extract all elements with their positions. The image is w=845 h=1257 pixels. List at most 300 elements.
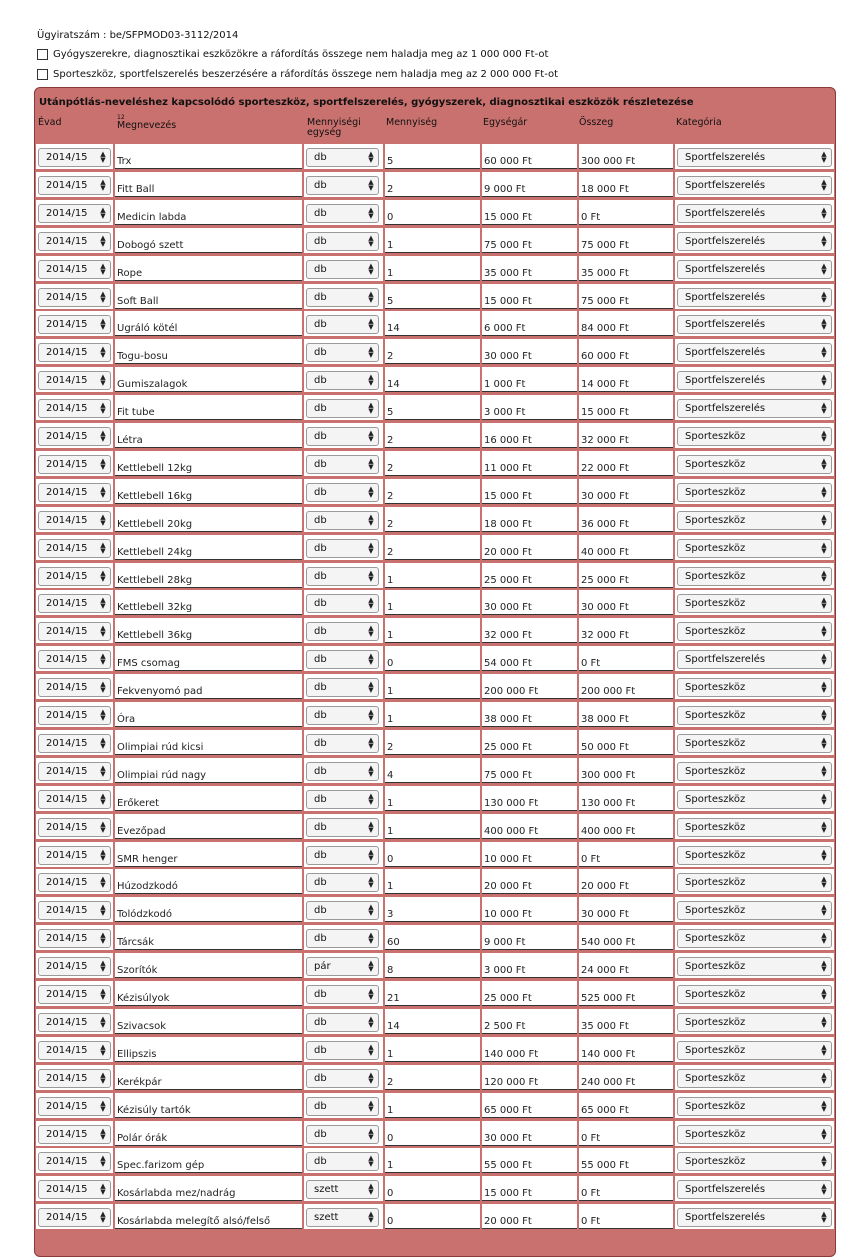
season-select[interactable]	[38, 315, 111, 334]
season-select[interactable]	[38, 511, 111, 530]
unit-price-field[interactable]	[482, 1009, 577, 1034]
unit-select[interactable]	[306, 260, 379, 279]
unit-price-field[interactable]	[482, 535, 577, 560]
name-field[interactable]	[115, 1009, 302, 1034]
name-field[interactable]	[115, 814, 302, 839]
season-select[interactable]	[38, 539, 111, 558]
unit-price-field[interactable]	[482, 674, 577, 699]
season-select[interactable]	[38, 678, 111, 697]
quantity-field[interactable]	[385, 284, 480, 309]
unit-price-field[interactable]	[482, 981, 577, 1006]
quantity-field[interactable]	[385, 842, 480, 867]
season-select[interactable]	[38, 846, 111, 865]
total-cell	[579, 339, 673, 364]
unit-price-field[interactable]	[482, 1121, 577, 1146]
quantity-field[interactable]	[385, 1037, 480, 1062]
unit-select[interactable]	[306, 232, 379, 251]
total-field[interactable]	[579, 786, 673, 811]
name-field[interactable]	[115, 144, 302, 169]
quantity-field[interactable]	[385, 1204, 480, 1229]
quantity-field[interactable]	[385, 869, 480, 894]
unit-price-field[interactable]	[482, 479, 577, 504]
total-field[interactable]	[579, 1121, 673, 1146]
quantity-field[interactable]	[385, 814, 480, 839]
quantity-field[interactable]	[385, 618, 480, 643]
unit-select[interactable]	[306, 1013, 379, 1032]
name-field[interactable]	[115, 1065, 302, 1090]
quantity-field[interactable]	[385, 395, 480, 420]
unit-price-field[interactable]	[482, 284, 577, 309]
unit-select[interactable]	[306, 315, 379, 334]
table-row	[35, 226, 835, 254]
category-select[interactable]	[677, 1041, 832, 1060]
unit-select[interactable]	[306, 399, 379, 418]
unit-select[interactable]	[306, 343, 379, 362]
category-select[interactable]	[677, 985, 832, 1004]
season-select[interactable]	[38, 371, 111, 390]
total-field[interactable]	[579, 925, 673, 950]
unit-select[interactable]	[306, 176, 379, 195]
checkbox-row-medicine[interactable]	[37, 49, 548, 60]
season-select[interactable]	[38, 1069, 111, 1088]
unit-price-field[interactable]	[482, 367, 577, 392]
season-select[interactable]	[38, 204, 111, 223]
name-field[interactable]	[115, 228, 302, 253]
field-underline	[579, 810, 673, 811]
name-field[interactable]	[115, 618, 302, 643]
quantity-field[interactable]	[385, 730, 480, 755]
season-select[interactable]	[38, 1125, 111, 1144]
category-select[interactable]	[677, 232, 832, 251]
season-select[interactable]	[38, 622, 111, 641]
unit-price-field[interactable]	[482, 311, 577, 336]
total-field[interactable]	[579, 507, 673, 532]
total-field[interactable]	[579, 674, 673, 699]
total-field[interactable]	[579, 814, 673, 839]
table-row	[35, 979, 835, 1007]
unit-select[interactable]	[306, 678, 379, 697]
total-field[interactable]	[579, 451, 673, 476]
name-field[interactable]	[115, 1204, 302, 1229]
total-field[interactable]	[579, 758, 673, 783]
name-field[interactable]	[115, 758, 302, 783]
name-field-value: Erőkeret	[117, 797, 160, 809]
unit-price-field[interactable]	[482, 1176, 577, 1201]
updown-arrows-icon: ▲ ▼	[368, 456, 374, 471]
name-field[interactable]	[115, 535, 302, 560]
unit-select[interactable]	[306, 288, 379, 307]
name-field[interactable]	[115, 311, 302, 336]
quantity-field[interactable]	[385, 981, 480, 1006]
quantity-field[interactable]	[385, 367, 480, 392]
total-field[interactable]	[579, 1176, 673, 1201]
unit-select[interactable]	[306, 204, 379, 223]
total-field[interactable]	[579, 256, 673, 281]
category-select[interactable]	[677, 427, 832, 446]
season-select[interactable]	[38, 650, 111, 669]
unit-price-field[interactable]	[482, 1093, 577, 1118]
unit-select[interactable]	[306, 762, 379, 781]
category-select[interactable]	[677, 455, 832, 474]
sport-limit-checkbox[interactable]	[37, 69, 48, 80]
unit-price-field[interactable]	[482, 646, 577, 671]
unit-select[interactable]	[306, 1069, 379, 1088]
name-field[interactable]	[115, 646, 302, 671]
quantity-field[interactable]	[385, 172, 480, 197]
category-select[interactable]	[677, 790, 832, 809]
unit-select[interactable]	[306, 511, 379, 530]
total-field[interactable]	[579, 646, 673, 671]
name-field[interactable]	[115, 1037, 302, 1062]
unit-price-field[interactable]	[482, 563, 577, 588]
name-field[interactable]	[115, 730, 302, 755]
quantity-field[interactable]	[385, 925, 480, 950]
season-select[interactable]	[38, 1097, 111, 1116]
name-field[interactable]	[115, 200, 302, 225]
category-select[interactable]	[677, 846, 832, 865]
unit-price-field[interactable]	[482, 758, 577, 783]
name-field[interactable]	[115, 1093, 302, 1118]
unit-select[interactable]	[306, 1041, 379, 1060]
total-field[interactable]	[579, 339, 673, 364]
name-field[interactable]	[115, 702, 302, 727]
unit-price-field[interactable]	[482, 395, 577, 420]
name-field[interactable]	[115, 395, 302, 420]
quantity-field[interactable]	[385, 786, 480, 811]
category-select[interactable]	[677, 260, 832, 279]
unit-price-field[interactable]	[482, 144, 577, 169]
quantity-field[interactable]	[385, 953, 480, 978]
quantity-field[interactable]	[385, 311, 480, 336]
season-select[interactable]	[38, 148, 111, 167]
unit-price-field[interactable]	[482, 1065, 577, 1090]
quantity-field[interactable]	[385, 1065, 480, 1090]
category-select[interactable]	[677, 622, 832, 641]
unit-price-field[interactable]	[482, 228, 577, 253]
updown-arrows-icon: ▲ ▼	[100, 819, 106, 834]
quantity-field[interactable]	[385, 563, 480, 588]
unit-price-field[interactable]	[482, 507, 577, 532]
unit-select[interactable]	[306, 957, 379, 976]
unit-select[interactable]	[306, 929, 379, 948]
season-select[interactable]	[38, 455, 111, 474]
unit-select[interactable]	[306, 846, 379, 865]
unit-select[interactable]	[306, 790, 379, 809]
category-select[interactable]	[677, 957, 832, 976]
total-field[interactable]	[579, 1093, 673, 1118]
name-field[interactable]	[115, 563, 302, 588]
season-select[interactable]	[38, 176, 111, 195]
field-underline	[385, 1145, 480, 1146]
category-select[interactable]	[677, 901, 832, 920]
quantity-field[interactable]	[385, 479, 480, 504]
quantity-field[interactable]	[385, 451, 480, 476]
category-select[interactable]	[677, 650, 832, 669]
name-field[interactable]	[115, 953, 302, 978]
unit-select[interactable]	[306, 483, 379, 502]
name-field[interactable]	[115, 786, 302, 811]
field-underline	[482, 559, 577, 560]
name-field[interactable]	[115, 423, 302, 448]
unit-price-field[interactable]	[482, 897, 577, 922]
category-select[interactable]	[677, 734, 832, 753]
unit-select[interactable]	[306, 567, 379, 586]
unit-select[interactable]	[306, 371, 379, 390]
total-field[interactable]	[579, 284, 673, 309]
season-select[interactable]	[38, 762, 111, 781]
quantity-field[interactable]	[385, 1121, 480, 1146]
season-select[interactable]	[38, 427, 111, 446]
quantity-field[interactable]	[385, 1176, 480, 1201]
total-field[interactable]	[579, 702, 673, 727]
name-field[interactable]	[115, 367, 302, 392]
category-select[interactable]	[677, 343, 832, 362]
quantity-field[interactable]	[385, 535, 480, 560]
quantity-field[interactable]	[385, 758, 480, 783]
quantity-field[interactable]	[385, 228, 480, 253]
season-cell	[36, 646, 113, 671]
unit-select[interactable]	[306, 622, 379, 641]
season-select[interactable]	[38, 818, 111, 837]
name-field[interactable]	[115, 981, 302, 1006]
unit-price-field[interactable]	[482, 842, 577, 867]
total-field[interactable]	[579, 563, 673, 588]
name-field[interactable]	[115, 256, 302, 281]
season-select[interactable]	[38, 1013, 111, 1032]
category-select[interactable]	[677, 678, 832, 697]
name-field[interactable]	[115, 451, 302, 476]
category-select[interactable]	[677, 762, 832, 781]
season-select[interactable]	[38, 288, 111, 307]
total-field[interactable]	[579, 367, 673, 392]
quantity-field[interactable]	[385, 1148, 480, 1173]
unit-price-field[interactable]	[482, 1204, 577, 1229]
total-field[interactable]	[579, 730, 673, 755]
unit-price-field[interactable]	[482, 702, 577, 727]
season-select[interactable]	[38, 734, 111, 753]
season-select-value: 2014/15	[46, 514, 88, 526]
category-select[interactable]	[677, 1208, 832, 1227]
name-field-value: Olimpiai rúd nagy	[117, 769, 207, 781]
category-select[interactable]	[677, 818, 832, 837]
quantity-field[interactable]	[385, 1093, 480, 1118]
unit-price-field[interactable]	[482, 200, 577, 225]
category-select[interactable]	[677, 1125, 832, 1144]
unit-price-field[interactable]	[482, 339, 577, 364]
unit-select[interactable]	[306, 818, 379, 837]
quantity-field[interactable]	[385, 897, 480, 922]
unit-select[interactable]	[306, 650, 379, 669]
unit-price-field[interactable]	[482, 1148, 577, 1173]
name-field[interactable]	[115, 1121, 302, 1146]
total-field[interactable]	[579, 479, 673, 504]
season-select[interactable]	[38, 1180, 111, 1199]
name-field[interactable]	[115, 842, 302, 867]
updown-arrows-icon: ▲ ▼	[368, 205, 374, 220]
total-field[interactable]	[579, 1148, 673, 1173]
season-select[interactable]	[38, 790, 111, 809]
medicine-limit-checkbox[interactable]	[37, 49, 48, 60]
name-field[interactable]	[115, 507, 302, 532]
quantity-field[interactable]	[385, 423, 480, 448]
name-field[interactable]	[115, 897, 302, 922]
total-field[interactable]	[579, 897, 673, 922]
unit-price-field[interactable]	[482, 1037, 577, 1062]
season-select[interactable]	[38, 1208, 111, 1227]
season-select[interactable]	[38, 1152, 111, 1171]
total-field[interactable]	[579, 172, 673, 197]
season-select[interactable]	[38, 1041, 111, 1060]
unit-select[interactable]	[306, 1208, 379, 1227]
total-field[interactable]	[579, 395, 673, 420]
category-select[interactable]	[677, 929, 832, 948]
name-field[interactable]	[115, 1176, 302, 1201]
category-select[interactable]	[677, 399, 832, 418]
unit-select[interactable]	[306, 734, 379, 753]
name-field[interactable]	[115, 1148, 302, 1173]
field-underline	[385, 419, 480, 420]
unit-select[interactable]	[306, 1125, 379, 1144]
category-select[interactable]	[677, 371, 832, 390]
unit-select[interactable]	[306, 1097, 379, 1116]
name-field[interactable]	[115, 674, 302, 699]
field-underline	[579, 921, 673, 922]
unit-select[interactable]	[306, 706, 379, 725]
category-select[interactable]	[677, 706, 832, 725]
updown-arrows-icon: ▲ ▼	[100, 456, 106, 471]
season-select[interactable]	[38, 873, 111, 892]
quantity-field[interactable]	[385, 646, 480, 671]
category-select[interactable]	[677, 567, 832, 586]
season-select[interactable]	[38, 929, 111, 948]
total-field[interactable]	[579, 200, 673, 225]
unit-price-field[interactable]	[482, 423, 577, 448]
unit-select[interactable]	[306, 985, 379, 1004]
category-select[interactable]	[677, 539, 832, 558]
total-cell	[579, 814, 673, 839]
unit-price-field[interactable]	[482, 925, 577, 950]
unit-select[interactable]	[306, 594, 379, 613]
season-select[interactable]	[38, 957, 111, 976]
category-select[interactable]	[677, 148, 832, 167]
category-select[interactable]	[677, 1180, 832, 1199]
category-cell	[675, 172, 834, 197]
name-field[interactable]	[115, 479, 302, 504]
category-select[interactable]	[677, 1069, 832, 1088]
unit-price-field[interactable]	[482, 451, 577, 476]
unit-select[interactable]	[306, 901, 379, 920]
unit-price-field[interactable]	[482, 786, 577, 811]
total-field[interactable]	[579, 590, 673, 615]
unit-cell	[304, 284, 383, 309]
season-cell	[36, 953, 113, 978]
season-select[interactable]	[38, 594, 111, 613]
checkbox-row-sport[interactable]	[37, 69, 558, 80]
quantity-field[interactable]	[385, 339, 480, 364]
quantity-field[interactable]	[385, 702, 480, 727]
season-select[interactable]	[38, 232, 111, 251]
name-field[interactable]	[115, 172, 302, 197]
name-field[interactable]	[115, 339, 302, 364]
total-field[interactable]	[579, 423, 673, 448]
header-evad: Évad	[38, 117, 62, 128]
field-underline	[115, 838, 302, 839]
name-field[interactable]	[115, 869, 302, 894]
total-field[interactable]	[579, 1065, 673, 1090]
category-select[interactable]	[677, 873, 832, 892]
unit-price-field[interactable]	[482, 814, 577, 839]
total-field[interactable]	[579, 842, 673, 867]
unit-select[interactable]	[306, 1180, 379, 1199]
quantity-field[interactable]	[385, 256, 480, 281]
unit-select[interactable]	[306, 539, 379, 558]
season-select[interactable]	[38, 985, 111, 1004]
season-select[interactable]	[38, 901, 111, 920]
category-select[interactable]	[677, 315, 832, 334]
unit-price-field[interactable]	[482, 172, 577, 197]
total-field[interactable]	[579, 618, 673, 643]
unit-select[interactable]	[306, 427, 379, 446]
season-select[interactable]	[38, 706, 111, 725]
total-field[interactable]	[579, 535, 673, 560]
unit-select[interactable]	[306, 873, 379, 892]
unit-price-field[interactable]	[482, 618, 577, 643]
season-select[interactable]	[38, 399, 111, 418]
total-field[interactable]	[579, 311, 673, 336]
quantity-field[interactable]	[385, 144, 480, 169]
name-field[interactable]	[115, 284, 302, 309]
total-field[interactable]	[579, 1037, 673, 1062]
category-select[interactable]	[677, 594, 832, 613]
total-field[interactable]	[579, 1204, 673, 1229]
season-select[interactable]	[38, 483, 111, 502]
quantity-field[interactable]	[385, 674, 480, 699]
name-field[interactable]	[115, 925, 302, 950]
unit-select[interactable]	[306, 1152, 379, 1171]
category-select[interactable]	[677, 176, 832, 195]
category-select[interactable]	[677, 288, 832, 307]
season-select[interactable]	[38, 260, 111, 279]
category-cell	[675, 842, 834, 867]
category-select[interactable]	[677, 511, 832, 530]
total-field[interactable]	[579, 228, 673, 253]
season-select[interactable]	[38, 343, 111, 362]
unit-price-field[interactable]	[482, 256, 577, 281]
total-field[interactable]	[579, 1009, 673, 1034]
name-field[interactable]	[115, 590, 302, 615]
total-field[interactable]	[579, 953, 673, 978]
category-select[interactable]	[677, 1097, 832, 1116]
unit-select[interactable]	[306, 148, 379, 167]
quantity-field[interactable]	[385, 1009, 480, 1034]
category-select[interactable]	[677, 1152, 832, 1171]
total-field[interactable]	[579, 144, 673, 169]
category-select[interactable]	[677, 204, 832, 223]
unit-select[interactable]	[306, 455, 379, 474]
quantity-field[interactable]	[385, 200, 480, 225]
total-field[interactable]	[579, 981, 673, 1006]
unit-price-field[interactable]	[482, 730, 577, 755]
unit-price-field[interactable]	[482, 953, 577, 978]
unit-price-field[interactable]	[482, 869, 577, 894]
quantity-field[interactable]	[385, 590, 480, 615]
unit-price-field[interactable]	[482, 590, 577, 615]
category-select[interactable]	[677, 483, 832, 502]
season-select[interactable]	[38, 567, 111, 586]
total-field[interactable]	[579, 869, 673, 894]
category-select[interactable]	[677, 1013, 832, 1032]
quantity-field[interactable]	[385, 507, 480, 532]
